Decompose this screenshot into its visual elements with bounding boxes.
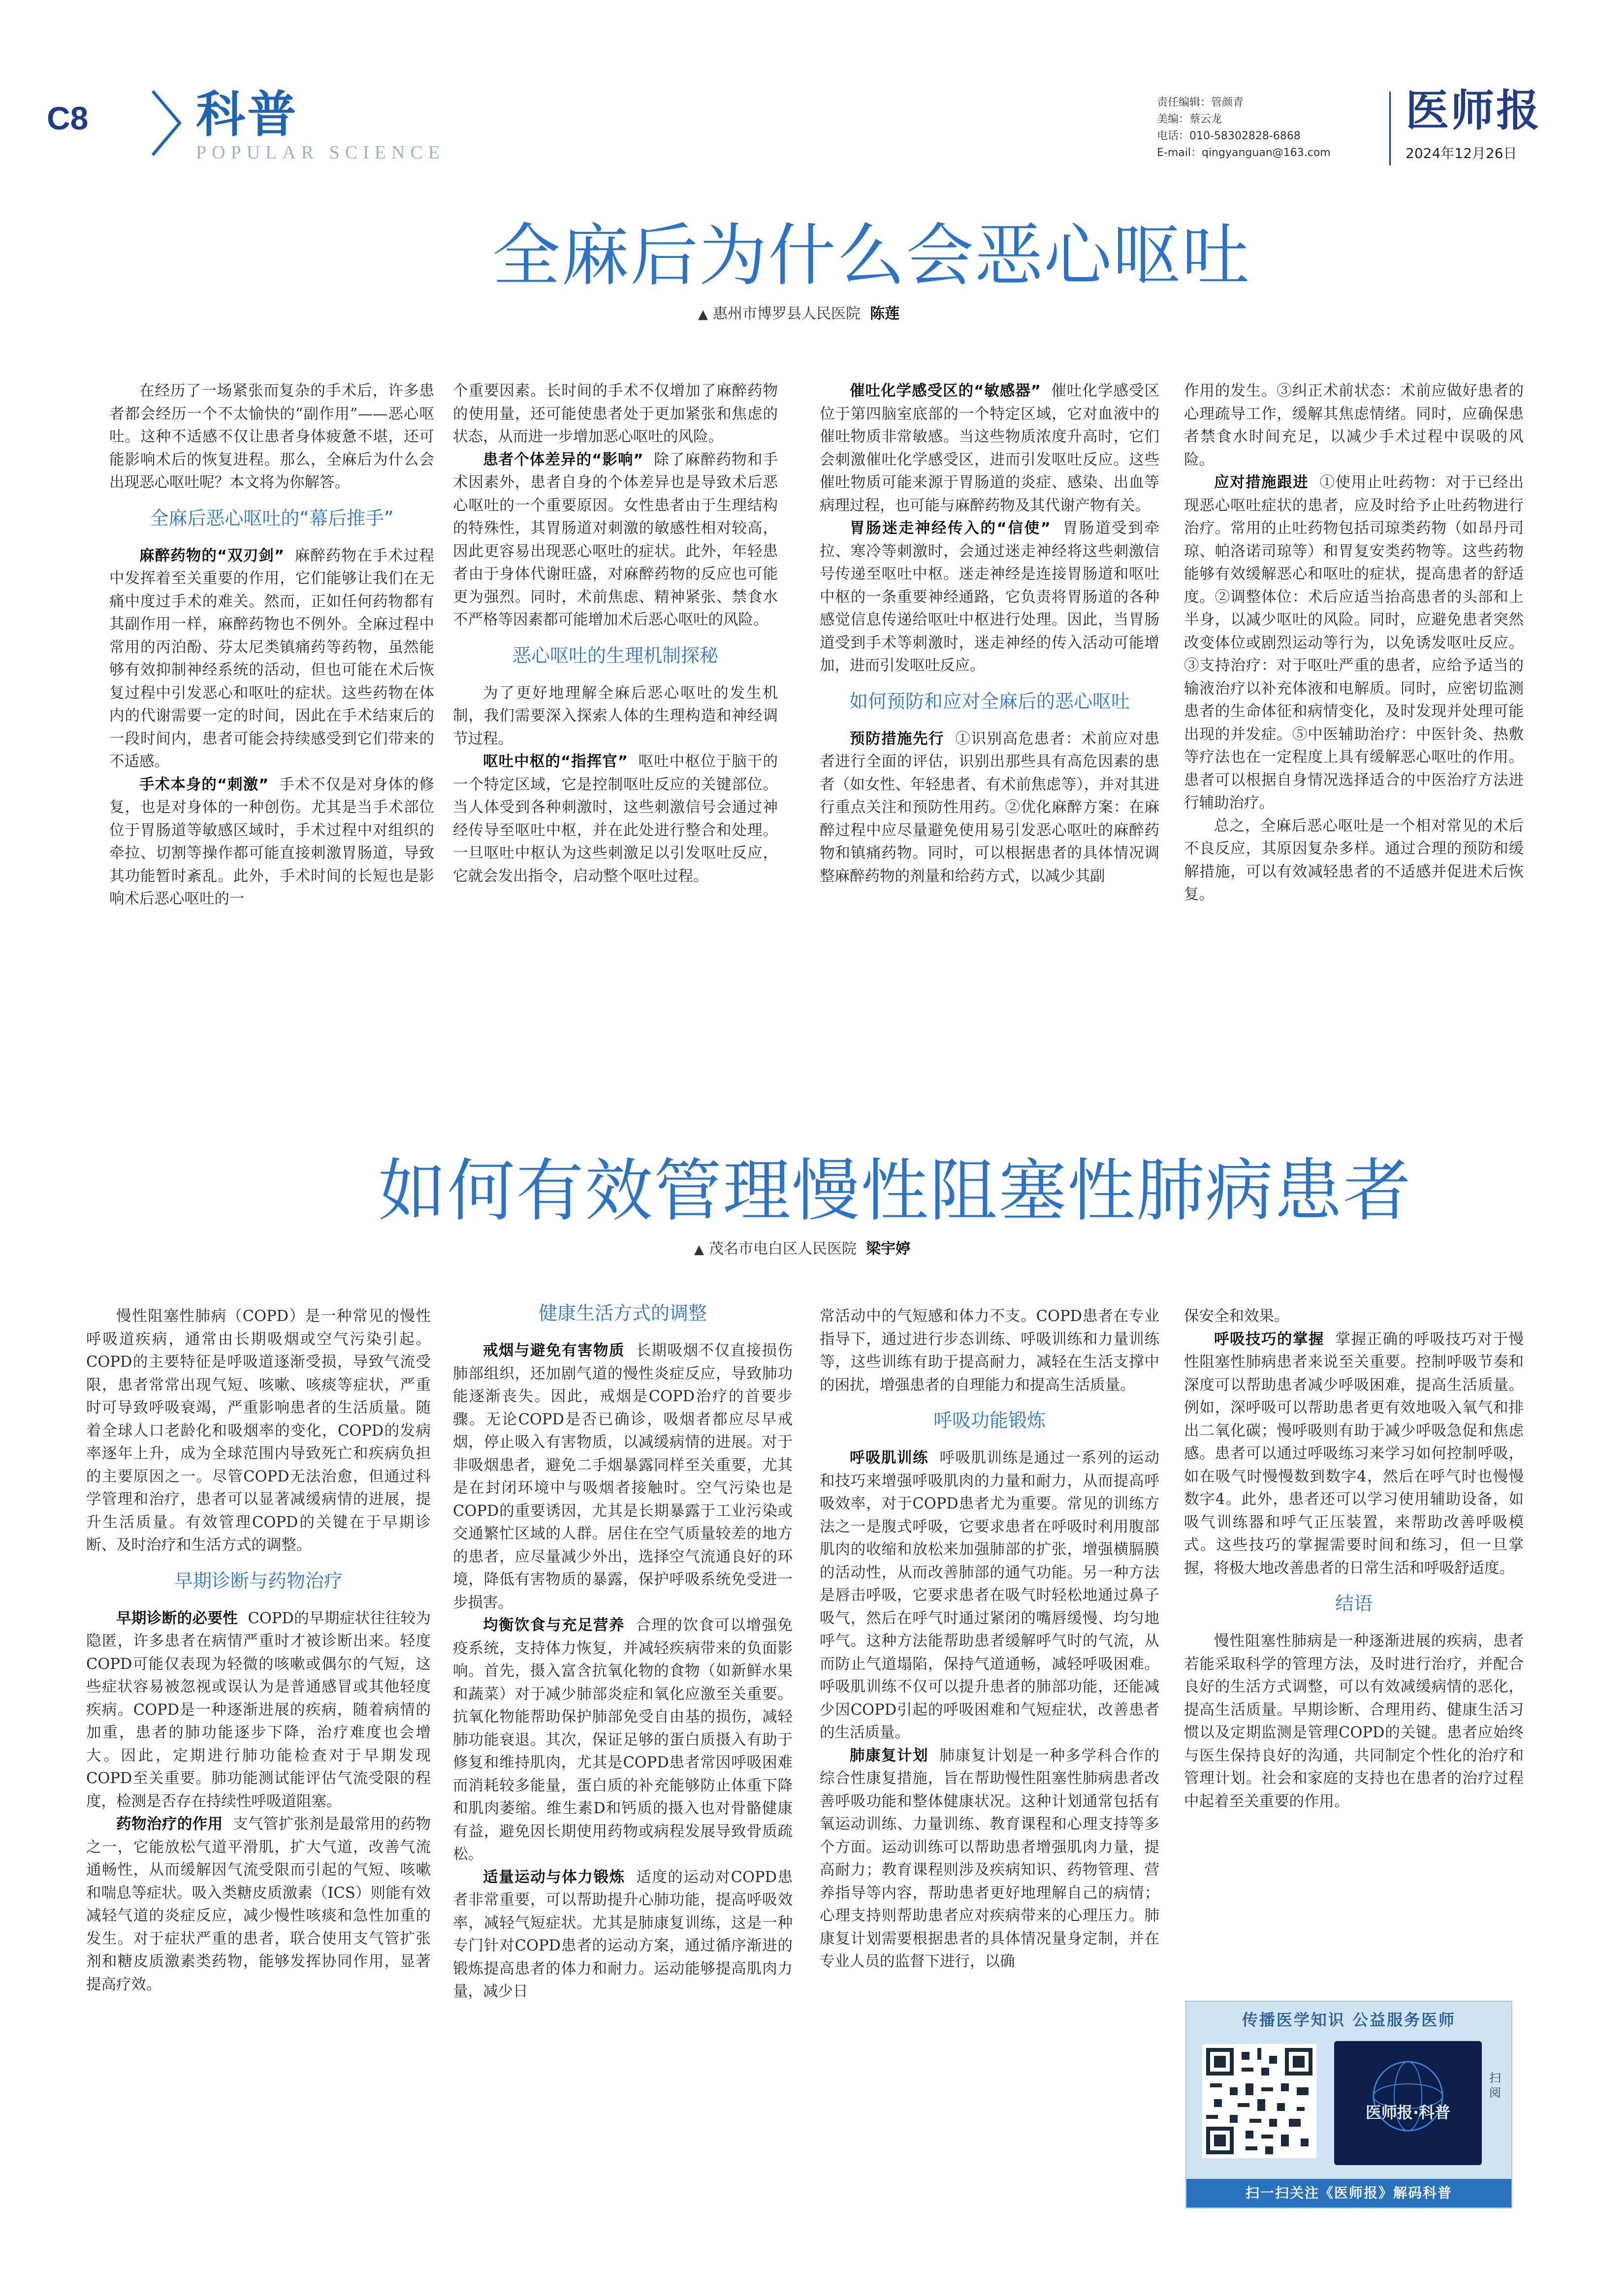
lead-in: 适量运动与体力锻炼 bbox=[483, 1868, 625, 1886]
paragraph-text: 麻醉药物在手术过程中发挥着至关重要的作用，它们能够让我们在无痛中度过手术的难关。然而，正如任何药物都有其副作用一样，麻醉药物也不例外。全麻过程中常用的丙泊酚、芬太尼类镇痛药等药物，虽然能够有效抑制神经系统的活动，但也可能在术后恢复过程中引发恶心和呕吐的症状。这些药物在体内的代谢需要一定的时间，因此在手术结束后的一段时间内，患者可能会持续感受到它们带来的不适感。 bbox=[109, 547, 435, 770]
paragraph-text: ①使用止吐药物：对于已经出现恶心呕吐症状的患者，应及时给予止吐药物进行治疗。常用的止吐药物包括司琼类药物（如昂丹司琼、帕洛诺司琼等）和胃复安类药物等。这些药物能够有效缓解恶心和呕吐的症状，提高患者的舒适度。②调整体位：术后应适当抬高患者的头部和上半身，以减少呕吐的风险。同时，应避免患者突然改变体位或剧烈运动等行为，以免诱发呕吐反应。③支持治疗：对于呕吐严重的患者，应给予适当的输液治疗以补充体液和电解质。同时，应密切监测患者的生命体征和病情变化，及时发现并处理可能出现的并发症。⑤中医辅助治疗：中医针灸、热敷等疗法也在一定程度上具有缓解恶心呕吐的作用。患者可以根据自身情况选择适合的中医治疗方法进行辅助治疗。 bbox=[1184, 474, 1524, 812]
paragraph-text: 支气管扩张剂是最常用的药物之一，它能放松气道平滑肌，扩大气道，改善气流通畅性，从而缓解因气流受限而引起的气短、咳嗽和喘息等症状。吸入类糖皮质激素（ICS）则能有效减轻气道的炎症反应，减少慢性咳痰和急性加重的发生。对于症状严重的患者，联合使用支气管扩张剂和糖皮质激素类药物，能够发挥协同作用，显著提高疗效。 bbox=[86, 1816, 431, 1993]
paragraph-text: 掌握正确的呼吸技巧对于慢性阻塞性肺病患者来说至关重要。控制呼吸节奏和深度可以帮助患者减少呼吸困难，提高生活质量。例如，深呼吸可以帮助患者更有效地吸入氧气和排出二氧化碳；慢呼吸则有助于减少呼吸急促和焦虑感。患者可以通过呼吸练习来学习如何控制呼吸，如在吸气时慢慢数到数字4，然后在呼气时也慢慢数字4。此外，患者还可以学习使用辅助设备，如吸气训练器和呼气正压装置，来帮助改善呼吸模式。这些技巧的掌握需要时间和练习，但一旦掌握，将极大地改善患者的日常生活和呼吸舒适度。 bbox=[1184, 1330, 1524, 1577]
article2-author-name: 梁宇婷 bbox=[866, 1240, 911, 1258]
article2-column-3 bbox=[820, 1305, 1159, 1974]
lead-in: 麻醉药物的“双刃剑” bbox=[139, 547, 285, 565]
paragraph: 在经历了一场紧张而复杂的手术后，许多患者都会经历一个不太愉快的“副作用”——恶心呕吐。这种不适感不仅让患者身体疲惫不堪，还可能影响术后的恢复进程。那么，全麻后为什么会出现恶心呕吐呢？本文将为你解答。 bbox=[109, 382, 434, 491]
article2-column-4 bbox=[1184, 1305, 1524, 1813]
article1-title: 全麻后为什么会恶心呕吐 bbox=[492, 216, 1251, 295]
paragraph-text: COPD的早期症状往往较为隐匿，许多患者在病情严重时才被诊断出来。轻度COPD可能仅表现为轻微的咳嗽或偶尔的气短，这些症状容易被忽视或误认为是普通感冒或其他轻度疾病。COPD是一种逐渐进展的疾病，随着病情的加重，患者的肺功能逐步下降，治疗难度也会增大。因此，定期进行肺功能检查对于早期发现COPD至关重要。肺功能测试能评估气流受限的程度，检测是否存在持续性呼吸道阻塞。 bbox=[86, 1609, 431, 1810]
promo-card bbox=[1334, 2041, 1482, 2165]
editor-meta bbox=[1157, 94, 1383, 161]
lead-in: 呕吐中枢的“指挥官” bbox=[483, 753, 628, 770]
article1-column-3 bbox=[820, 380, 1159, 888]
qr-code-icon[interactable] bbox=[1202, 2044, 1316, 2158]
paragraph-text: 除了麻醉药物和手术因素外，患者自身的个体差异也是导致术后恶心呕吐的一个重要原因。女性患者由于生理结构的特殊性，其胃肠道对刺激的敏感性相对较高，因此更容易出现恶心呕吐的症状。此外，年轻患者由于身体代谢旺盛，对麻醉药物的反应也可能更为强烈。同时，术前焦虑、精神紧张、禁食水不严格等因素都可能增加术后恶心呕吐的风险。 bbox=[453, 451, 778, 629]
promo-slogan: 传播医学知识 公益服务医师 bbox=[1242, 2011, 1456, 2029]
paragraph bbox=[1184, 1328, 1524, 1580]
phone-line: 电话：010-58302828-6868 bbox=[1157, 130, 1301, 142]
subheading: 如何预防和应对全麻后的恶心呕吐 bbox=[849, 690, 1130, 712]
article2-author bbox=[694, 1239, 910, 1259]
designer-line: 美编：蔡云龙 bbox=[1157, 113, 1222, 126]
paragraph-text: 适度的运动对COPD患者非常重要，可以帮助提升心肺功能，提高呼吸效率，减轻气短症状。尤其是肺康复训练，这是一种专门针对COPD患者的运动方案，通过循序渐进的锻炼提高患者的体力和耐力。运动能够提高肌肉力量，减少日 bbox=[453, 1868, 793, 2000]
email-line: E-mail：qingyanguan@163.com bbox=[1157, 147, 1331, 159]
paragraph: 慢性阻塞性肺病是一种逐渐进展的疾病，患者若能采取科学的管理方法，及时进行治疗，并配合良好的生活方式调整，可以有效减缓病情的恶化，提高生活质量。早期诊断、合理用药、健康生活习惯以及定期监测是管理COPD的关键。患者应始终与医生保持良好的沟通，共同制定个性化的治疗和管理计划。社会和家庭的支持也在患者的治疗过程中起着至关重要的作用。 bbox=[1184, 1633, 1524, 1810]
paragraph bbox=[453, 1866, 793, 2004]
section-subtitle: POPULAR SCIENCE bbox=[196, 142, 445, 163]
lead-in: 呼吸技巧的掌握 bbox=[1214, 1330, 1325, 1348]
lead-in: 呼吸肌训练 bbox=[850, 1449, 929, 1467]
paragraph-text: ①识别高危患者：术前应对患者进行全面的评估，识别出那些具有高危因素的患者（如女性、年轻患者、有术前焦虑等），并对其进行重点关注和预防性用药。②优化麻醉方案：在麻醉过程中应尽量避免使用易引发恶心呕吐的麻醉药物和镇痛药物。同时，可以根据患者的具体情况调整麻醉药物的剂量和给药方式，以减少其副 bbox=[820, 730, 1160, 885]
article2-column-2 bbox=[453, 1299, 793, 2004]
lead-in: 手术本身的“刺激” bbox=[139, 776, 269, 793]
paragraph-text: 胃肠道受到牵拉、寒冷等刺激时，会通过迷走神经将这些刺激信号传递至呕吐中枢。迷走神经是连接胃肠道和呕吐中枢的一条重要神经通路，它负责将胃肠道的各种感觉信息传递给呕吐中枢进行处理。因此，当胃肠道受到手术等刺激时，迷走神经的传入活动可能增加，进而引发呕吐反应。 bbox=[820, 520, 1160, 674]
promo-qr-box bbox=[1185, 2001, 1512, 2208]
article1-author bbox=[698, 304, 899, 324]
chevron-icon bbox=[148, 86, 187, 160]
header-divider bbox=[1389, 92, 1391, 165]
article2-column-1 bbox=[86, 1305, 431, 1996]
subheading: 健康生活方式的调整 bbox=[538, 1302, 707, 1324]
paragraph bbox=[109, 545, 434, 774]
paragraph bbox=[1184, 472, 1524, 815]
paragraph-text: 长期吸烟不仅直接损伤肺部组织，还加剧气道的慢性炎症反应，导致肺功能逐渐丧失。因此，戒烟是COPD治疗的首要步骤。无论COPD是否已确诊，吸烟者都应尽早戒烟，停止吸入有害物质，以减缓病情的进展。对于非吸烟患者，避免二手烟暴露同样至关重要，尤其是在封闭环境中与吸烟者接触时。空气污染也是COPD的重要诱因，尤其是长期暴露于工业污染或交通繁忙区域的人群。居住在空气质量较差的地方的患者，应尽量减少外出，选择空气流通良好的环境，降低有害物质的暴露，保护呼吸系统免受进一步损害。 bbox=[453, 1342, 793, 1611]
subheading: 结语 bbox=[1335, 1593, 1373, 1614]
lead-in: 预防措施先行 bbox=[850, 730, 945, 748]
subheading: 呼吸功能锻炼 bbox=[933, 1410, 1046, 1431]
subheading: 全麻后恶心呕吐的“幕后推手” bbox=[150, 507, 394, 529]
article1-column-1 bbox=[109, 380, 434, 911]
paragraph: 作用的发生。③纠正术前状态：术前应做好患者的心理疏导工作，缓解其焦虑情绪。同时，应确保患者禁食水时间充足，以减少手术过程中误吸的风险。 bbox=[1184, 382, 1524, 469]
paragraph bbox=[820, 1745, 1159, 1974]
article1-author-name: 陈莲 bbox=[870, 305, 900, 322]
lead-in: 均衡饮食与充足营养 bbox=[483, 1617, 625, 1634]
paragraph-text: 呼吸肌训练是通过一系列的运动和技巧来增强呼吸肌肉的力量和耐力，从而提高呼吸效率，对于COPD患者尤为重要。常见的训练方法之一是腹式呼吸，它要求患者在呼吸时利用腹部肌肉的收缩和放松来加强肺部的扩张，增强横膈膜的活动性，从而改善肺部的通气功能。另一种方法是唇击呼吸，它要求患者在吸气时轻松地通过鼻子吸气，然后在呼气时通过紧闭的嘴唇缓慢、均匀地呼气。这种方法能帮助患者缓解呼气时的气流，从而防止气道塌陷，保持气道通畅，减轻呼吸困难。呼吸肌训练不仅可以提升患者的肺部功能，还能减少因COPD引起的呼吸困难和气短症状，改善患者的生活质量。 bbox=[820, 1449, 1160, 1741]
lead-in: 肺康复计划 bbox=[850, 1747, 929, 1764]
paragraph bbox=[453, 1340, 793, 1614]
subheading: 恶心呕吐的生理机制探秘 bbox=[512, 644, 718, 666]
paragraph bbox=[820, 380, 1159, 517]
paragraph-text: 肺康复计划是一种多学科合作的综合性康复措施，旨在帮助慢性阻塞性肺病患者改善呼吸功能和整体健康状况。这种计划通常包括有氧运动训练、力量训练、教育课程和心理支持等多个方面。运动训练可以帮助患者增强肌肉力量，提高耐力；教育课程则涉及疾病知识、药物管理、营养指导等内容，帮助患者更好地理解自己的病情；心理支持则帮助患者应对疾病带来的心理压力。肺康复计划需要根据患者的具体情况量身定制，并在专业人员的监督下进行，以确 bbox=[820, 1747, 1160, 1970]
section-title: 科普 bbox=[196, 86, 298, 143]
paragraph-text: 催吐化学感受区位于第四脑室底部的一个特定区域，它对血液中的催吐物质非常敏感。当这些物质浓度升高时，它们会刺激催吐化学感受区，进而引发呕吐反应。这些催吐物质可能来源于胃肠道的炎症、感染、出血等病理过程，也可能与麻醉药物及其代谢产物有关。 bbox=[820, 382, 1160, 514]
lead-in: 早期诊断的必要性 bbox=[116, 1609, 238, 1627]
paragraph: 常活动中的气短感和体力不支。COPD患者在专业指导下，通过进行步态训练、呼吸训练和力量训练等，这些训练有助于提高耐力，减轻在生活支撑中的困扰，增强患者的自理能力和提高生活质量。 bbox=[820, 1308, 1159, 1394]
issue-date: 2024年12月26日 bbox=[1406, 145, 1517, 161]
paragraph bbox=[453, 751, 778, 888]
paragraph bbox=[453, 1614, 793, 1866]
promo-card-text: 医师报·科普 bbox=[1365, 2103, 1451, 2122]
newspaper-logo: 医师报 bbox=[1406, 85, 1542, 136]
lead-in: 患者个体差异的“影响” bbox=[483, 451, 643, 469]
article1-author-org: 惠州市博罗县人民医院 bbox=[713, 305, 861, 322]
lead-in: 药物治疗的作用 bbox=[116, 1816, 223, 1833]
editor-line: 责任编辑：管颜青 bbox=[1157, 96, 1244, 109]
lead-in: 戒烟与避免有害物质 bbox=[483, 1342, 625, 1359]
article2-author-org: 茂名市电白区人民医院 bbox=[709, 1240, 857, 1258]
triangle-icon: ▲ bbox=[694, 1242, 704, 1257]
paragraph bbox=[453, 449, 778, 632]
lead-in: 催吐化学感受区的“敏感器” bbox=[850, 382, 1041, 400]
paragraph: 保安全和效果。 bbox=[1184, 1308, 1289, 1325]
paragraph: 个重要因素。长时间的手术不仅增加了麻醉药物的使用量，还可能使患者处于更加紧张和焦虑的状态，从而进一步增加恶心呕吐的风险。 bbox=[453, 382, 778, 445]
paragraph bbox=[820, 728, 1159, 888]
paragraph-text: 呕吐中枢位于脑干的一个特定区域，它是控制呕吐反应的关键部位。当人体受到各种刺激时，这些刺激信号会通过神经传导至呕吐中枢，并在此处进行整合和处理。一旦呕吐中枢认为这些刺激足以引发呕吐反应，它就会发出指令，启动整个呕吐过程。 bbox=[453, 753, 778, 885]
triangle-icon: ▲ bbox=[698, 307, 708, 322]
paragraph: 为了更好地理解全麻后恶心呕吐的发生机制，我们需要深入探索人体的生理构造和神经调节过程。 bbox=[453, 684, 778, 748]
article2-title: 如何有效管理慢性阻塞性肺病患者 bbox=[378, 1151, 1412, 1230]
article1-column-2 bbox=[453, 380, 778, 888]
promo-follow-bar[interactable]: 扫一扫关注《医师报》解码科普 bbox=[1186, 2179, 1511, 2207]
paragraph bbox=[86, 1607, 431, 1814]
paragraph: 总之，全麻后恶心呕吐是一个相对常见的术后不良反应，其原因复杂多样。通过合理的预防和缓解措施，可以有效减轻患者的不适感并促进术后恢复。 bbox=[1184, 817, 1524, 903]
paragraph-text: 合理的饮食可以增强免疫系统，支持体力恢复，并减轻疾病带来的负面影响。首先，摄入富含抗氧化物的食物（如新鲜水果和蔬菜）对于减少肺部炎症和氧化应激至关重要。抗氧化物能帮助保护肺部免受自由基的损伤，减轻肺功能衰退。其次，保证足够的蛋白质摄入有助于修复和维持肌肉，尤其是COPD患者常因呼吸困难而消耗较多能量，蛋白质的补充能够防止体重下降和肌肉萎缩。维生素D和钙质的摄入也对骨骼健康有益，避免因长期使用药物或病程发展导致骨质疏松。 bbox=[453, 1617, 793, 1863]
subheading: 早期诊断与药物治疗 bbox=[174, 1570, 343, 1592]
paragraph: 慢性阻塞性肺病（COPD）是一种常见的慢性呼吸道疾病，通常由长期吸烟或空气污染引起。COPD的主要特征是呼吸道逐渐受损，导致气流受限，患者常常出现气短、咳嗽、咳痰等症状，严重时可导致呼吸衰竭，严重影响患者的生活质量。随着全球人口老龄化和吸烟率的变化，COPD的发病率逐年上升，成为全球范围内导致死亡和疾病负担的主要原因之一。尽管COPD无法治愈，但通过科学管理和治疗，患者可以显著减缓病情的进展，提升生活质量。有效管理COPD的关键在于早期诊断、及时治疗和生活方式的调整。 bbox=[86, 1308, 431, 1554]
promo-side-text: 扫阅 bbox=[1489, 2071, 1501, 2100]
paragraph bbox=[109, 774, 434, 911]
lead-in: 胃肠迷走神经传入的“信使” bbox=[850, 520, 1051, 537]
paragraph bbox=[820, 1447, 1159, 1745]
paragraph bbox=[820, 517, 1159, 678]
page-number: C8 bbox=[47, 100, 89, 136]
article1-column-4 bbox=[1184, 380, 1524, 907]
paragraph bbox=[86, 1813, 431, 1996]
paragraph-text: 手术不仅是对身体的修复，也是对身体的一种创伤。尤其是当手术部位位于胃肠道等敏感区域时，手术过程中对组织的牵拉、切割等操作都可能直接刺激胃肠道，导致其功能暂时紊乱。此外，手术时间的长短也是影响术后恶心呕吐的一 bbox=[109, 776, 435, 908]
lead-in: 应对措施跟进 bbox=[1214, 474, 1309, 491]
